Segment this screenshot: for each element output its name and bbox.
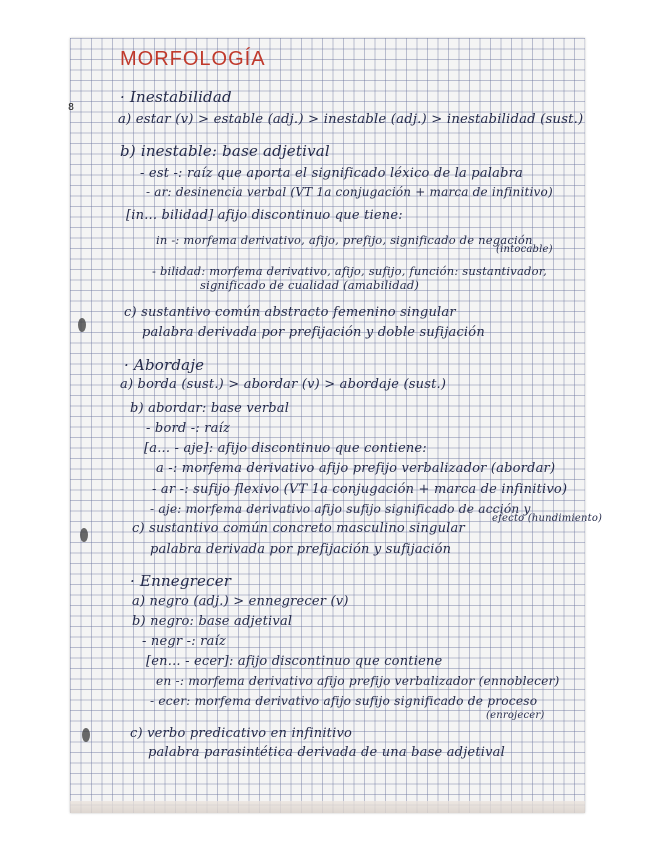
page-title: MORFOLOGÍA — [120, 48, 266, 70]
note-line: - aje: morfema derivativo afijo sufijo significado de acción y — [150, 502, 531, 516]
note-line: a) negro (adj.) > ennegrecer (v) — [132, 594, 349, 609]
note-line: b) negro: base adjetival — [132, 614, 293, 629]
note-line: c) sustantivo común abstracto femenino singular — [124, 305, 456, 320]
note-line: a) estar (v) > estable (adj.) > inestable (adj.) > inestabilidad (sust.) — [118, 112, 584, 127]
note-line: in -: morfema derivativo, afijo, prefijo, significado de negación — [156, 233, 533, 247]
note-line: (intocable) — [496, 244, 553, 255]
note-line: a -: morfema derivativo afijo prefijo verbalizador (abordar) — [156, 461, 556, 476]
note-line: en -: morfema derivativo afijo prefijo verbalizador (ennoblecer) — [156, 674, 560, 688]
note-line: palabra derivada por prefijación y sufijación — [150, 542, 452, 557]
note-line: efecto (hundimiento) — [492, 513, 603, 524]
note-line: [a... - aje]: afijo discontinuo que contiene: — [144, 441, 427, 456]
note-line: (enrojecer) — [486, 710, 545, 721]
note-line: - bilidad: morfema derivativo, afijo, sufijo, función: sustantivador, — [152, 264, 547, 278]
section-heading: · Ennegrecer — [130, 572, 232, 590]
section-heading: · Abordaje — [124, 356, 205, 374]
note-line: - est -: raíz que aporta el significado léxico de la palabra — [140, 166, 523, 181]
note-line: c) verbo predicativo en infinitivo — [130, 726, 353, 741]
note-line: [in... bilidad] afijo discontinuo que tiene: — [126, 208, 403, 223]
note-line: b) inestable: base adjetival — [120, 142, 330, 160]
note-line: - negr -: raíz — [142, 634, 226, 649]
note-line: - bord -: raíz — [146, 421, 231, 436]
section-heading: · Inestabilidad — [120, 88, 232, 106]
note-line: c) sustantivo común concreto masculino singular — [132, 521, 465, 536]
note-line: - ecer: morfema derivativo afijo sufijo significado de proceso — [150, 694, 538, 708]
note-line: - ar -: sufijo flexivo (VT 1a conjugación + marca de infinitivo) — [152, 482, 568, 497]
note-line: b) abordar: base verbal — [130, 401, 290, 416]
note-line: [en... - ecer]: afijo discontinuo que contiene — [146, 654, 443, 669]
side-mark: 8 — [68, 102, 75, 113]
note-line: palabra derivada por prefijación y doble sufijación — [142, 325, 485, 340]
note-line: significado de cualidad (amabilidad) — [200, 278, 420, 292]
note-line: a) borda (sust.) > abordar (v) > abordaje (sust.) — [120, 377, 447, 392]
note-line: - ar: desinencia verbal (VT 1a conjugación + marca de infinitivo) — [146, 185, 553, 199]
note-line: palabra parasintética derivada de una base adjetival — [148, 745, 505, 760]
